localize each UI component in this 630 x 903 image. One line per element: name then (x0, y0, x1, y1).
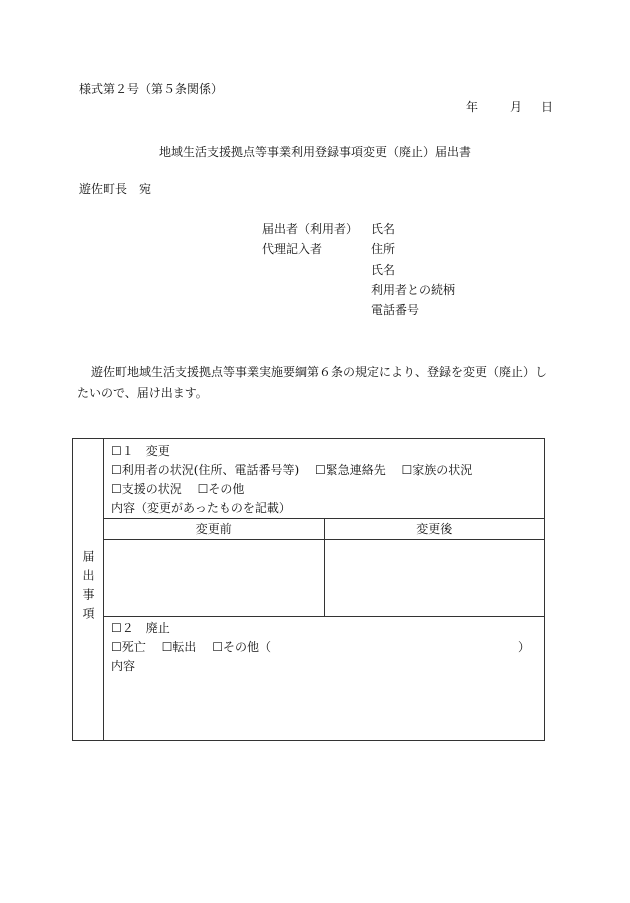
col-before-header: 変更前 (104, 519, 324, 540)
before-after-table (104, 518, 544, 616)
change-heading[interactable]: ☐１ 変更 (111, 444, 170, 458)
other-paren-close: ） (517, 640, 530, 654)
after-entry-field[interactable] (324, 540, 544, 617)
body-statement: 遊佐町地域生活支援拠点等事業実施要綱第６条の規定により、登録を変更（廃止）したいので、届け出ます。 (77, 365, 548, 400)
change-options-row1 (104, 461, 544, 480)
checkbox-change-other[interactable]: ☐その他 (197, 482, 245, 496)
checkbox-support-status[interactable]: ☐支援の状況 (111, 482, 182, 496)
before-entry-field[interactable] (104, 540, 324, 617)
checkbox-emergency-contact[interactable]: ☐緊急連絡先 (314, 463, 386, 477)
notification-table (72, 438, 545, 741)
date-day-label: 日 (541, 100, 554, 114)
notifier-proxy-label: 代理記入者 (262, 242, 323, 256)
date-month-label: 月 (510, 100, 523, 114)
col-after-header: 変更後 (324, 519, 544, 540)
checkbox-death[interactable]: ☐死亡 (111, 640, 146, 654)
field-label-address: 住所 (371, 242, 396, 256)
discontinue-content-label: 内容 (111, 659, 136, 673)
checkbox-moved-out[interactable]: ☐転出 (161, 640, 197, 654)
field-label-relationship: 利用者との続柄 (371, 283, 456, 297)
field-label-phone: 電話番号 (371, 303, 420, 317)
field-label-proxy-name: 氏名 (371, 263, 396, 277)
document-title: 地域生活支援拠点等事業利用登録事項変更（廃止）届出書 (158, 145, 471, 159)
side-label-cell (73, 439, 104, 741)
checkbox-discontinue-other[interactable]: ☐その他（ (212, 640, 271, 654)
notifier-user-label: 届出者（利用者） (262, 222, 359, 236)
field-label-name: 氏名 (371, 222, 396, 236)
addressee: 遊佐町長 宛 (79, 182, 152, 196)
discontinue-options (104, 638, 544, 657)
checkbox-user-status[interactable]: ☐利用者の状況(住所、電話番号等) (111, 463, 300, 477)
discontinue-heading[interactable]: ☐２ 廃止 (111, 621, 170, 635)
change-options-row2 (104, 480, 544, 499)
side-label: 届出事項 (81, 550, 95, 626)
change-content-label: 内容（変更があったものを記載） (111, 501, 291, 515)
checkbox-family-status[interactable]: ☐家族の状況 (401, 463, 473, 477)
form-number: 様式第２号（第５条関係） (79, 82, 224, 96)
section-discontinue (104, 616, 544, 734)
section-change (104, 439, 545, 741)
date-year-label: 年 (466, 100, 479, 114)
